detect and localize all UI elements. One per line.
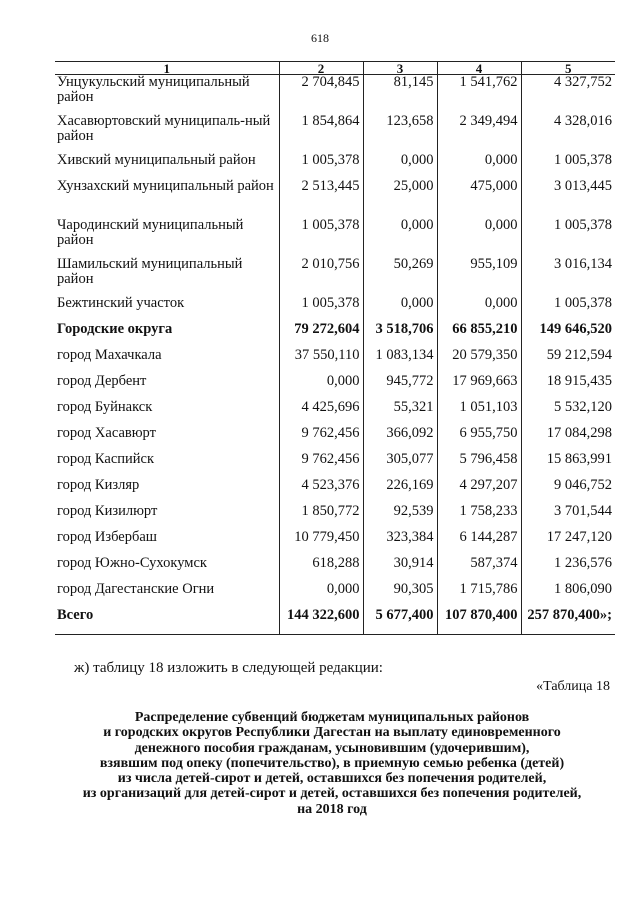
column-header: 4 [437,62,521,75]
cell-name: город Дербент [57,373,147,389]
cell-value: 20 579,350 [437,348,521,374]
cell-name: город Хасавюрт [57,425,156,441]
cell-value: 475,000 [437,179,521,218]
cell-value: 5 532,120 [521,400,615,426]
heading-line: денежного пособия гражданам, усыновившим (удочерившим), [134,740,530,756]
cell-value: 2 513,445 [279,179,363,218]
amendment-paragraph: ж) таблицу 18 изложить в следующей редакции: [74,660,383,676]
table-row [55,153,615,179]
cell-value: 81,145 [363,75,437,115]
cell-name: город Южно-Сухокумск [57,555,207,571]
table-label: «Таблица 18 [536,679,610,694]
cell-value: 59 212,594 [521,348,615,374]
cell-value: 0,000 [279,582,363,608]
heading-line: на 2018 год [297,801,367,817]
heading-line: и городских округов Республики Дагестан на выплату единовременного [103,725,561,741]
cell-value: 0,000 [363,153,437,179]
cell-value: 2 349,494 [437,114,521,153]
cell-value: 587,374 [437,556,521,582]
cell-value: 149 646,520 [521,322,615,348]
table-row [55,478,615,504]
cell-value: 5 796,458 [437,452,521,478]
table-header-row [55,62,615,75]
table-row [55,114,615,153]
cell-value: 0,000 [437,296,521,322]
cell-value: 10 779,450 [279,530,363,556]
cell-name: город Кизилюрт [57,503,158,519]
cell-value: 92,539 [363,504,437,530]
cell-value: 17 247,120 [521,530,615,556]
cell-value: 1 005,378 [521,218,615,257]
cell-value: 9 762,456 [279,426,363,452]
cell-value: 257 870,400»; [521,608,615,635]
cell-value: 0,000 [279,374,363,400]
cell-value: 366,092 [363,426,437,452]
cell-name: город Махачкала [57,347,162,363]
cell-value: 1 005,378 [521,153,615,179]
cell-value: 6 955,750 [437,426,521,452]
cell-value: 1 806,090 [521,582,615,608]
cell-value: 37 550,110 [279,348,363,374]
column-header: 1 [55,62,279,75]
cell-value: 4 523,376 [279,478,363,504]
cell-name: Чародинский муниципальный район [57,217,244,248]
cell-value: 2 010,756 [279,257,363,296]
cell-value: 323,384 [363,530,437,556]
heading-line: Распределение субвенций бюджетам муниципальных районов [134,710,530,725]
cell-value: 107 870,400 [437,608,521,635]
table-row [55,452,615,478]
cell-value: 1 083,134 [363,348,437,374]
cell-value: 4 425,696 [279,400,363,426]
heading-line: взявшим под опеку (попечительство), в приемную семью ребенка (детей) [99,755,565,771]
column-header: 2 [279,62,363,75]
page-number: 618 [311,31,329,45]
table-row [55,322,615,348]
cell-value: 1 758,233 [437,504,521,530]
cell-value: 18 915,435 [521,374,615,400]
cell-value: 4 327,752 [521,75,615,115]
cell-name: город Кизляр [57,477,140,493]
cell-value: 226,169 [363,478,437,504]
cell-name: Шамильский муниципальный район [57,256,243,287]
table-row [55,75,615,115]
cell-value: 2 704,845 [279,75,363,115]
cell-value: 618,288 [279,556,363,582]
cell-value: 30,914 [363,556,437,582]
cell-value: 1 854,864 [279,114,363,153]
cell-name: город Каспийск [57,451,155,467]
cell-value: 66 855,210 [437,322,521,348]
cell-value: 123,658 [363,114,437,153]
cell-name: Хасавюртовский муниципаль-ный район [57,113,271,144]
table-row [55,426,615,452]
total-row [55,608,615,635]
table-row [55,296,615,322]
cell-value: 3 016,134 [521,257,615,296]
cell-value: 1 005,378 [521,296,615,322]
cell-value: 1 005,378 [279,153,363,179]
cell-value: 79 272,604 [279,322,363,348]
cell-value: 4 328,016 [521,114,615,153]
cell-name: город Избербаш [57,529,157,545]
cell-value: 1 850,772 [279,504,363,530]
cell-value: 50,269 [363,257,437,296]
subsidy-table [55,61,615,635]
cell-value: 9 046,752 [521,478,615,504]
cell-value: 90,305 [363,582,437,608]
cell-name: Хунзахский муниципальный район [57,178,274,194]
cell-value: 1 005,378 [279,296,363,322]
cell-value: 945,772 [363,374,437,400]
table-row [55,504,615,530]
cell-name: Городские округа [57,321,173,337]
column-header: 5 [521,62,615,75]
cell-value: 9 762,456 [279,452,363,478]
cell-value: 1 715,786 [437,582,521,608]
cell-value: 3 701,544 [521,504,615,530]
cell-value: 1 051,103 [437,400,521,426]
cell-value: 15 863,991 [521,452,615,478]
cell-value: 4 297,207 [437,478,521,504]
cell-value: 3 013,445 [521,179,615,218]
cell-value: 1 005,378 [279,218,363,257]
cell-value: 0,000 [363,296,437,322]
cell-value: 0,000 [437,218,521,257]
cell-name: город Буйнакск [57,399,153,415]
cell-value: 0,000 [363,218,437,257]
cell-value: 305,077 [363,452,437,478]
cell-value: 955,109 [437,257,521,296]
cell-value: 17 969,663 [437,374,521,400]
table-row [55,400,615,426]
cell-name: Бежтинский участок [57,295,185,311]
cell-value: 17 084,298 [521,426,615,452]
cell-name: Хивский муниципальный район [57,152,256,168]
cell-name: Унцукульский муниципальный район [57,74,250,105]
column-header: 3 [363,62,437,75]
cell-value: 1 541,762 [437,75,521,115]
cell-name: Всего [55,608,279,635]
table-row [55,556,615,582]
table-row [55,218,615,257]
table-row [55,582,615,608]
table-row [55,179,615,218]
cell-value: 144 322,600 [279,608,363,635]
cell-value: 3 518,706 [363,322,437,348]
cell-value: 25,000 [363,179,437,218]
cell-value: 0,000 [437,153,521,179]
heading-line: из организаций для детей-сирот и детей, оставшихся без попечения родителей, [82,786,582,802]
table-heading [82,710,582,817]
cell-value: 5 677,400 [363,608,437,635]
cell-value: 1 236,576 [521,556,615,582]
cell-name: город Дагестанские Огни [57,581,215,597]
table-row [55,257,615,296]
cell-value: 6 144,287 [437,530,521,556]
table-row [55,374,615,400]
table-row [55,348,615,374]
table-row [55,530,615,556]
heading-line: из числа детей-сирот и детей, оставшихся без попечения родителей, [117,771,547,787]
cell-value: 55,321 [363,400,437,426]
